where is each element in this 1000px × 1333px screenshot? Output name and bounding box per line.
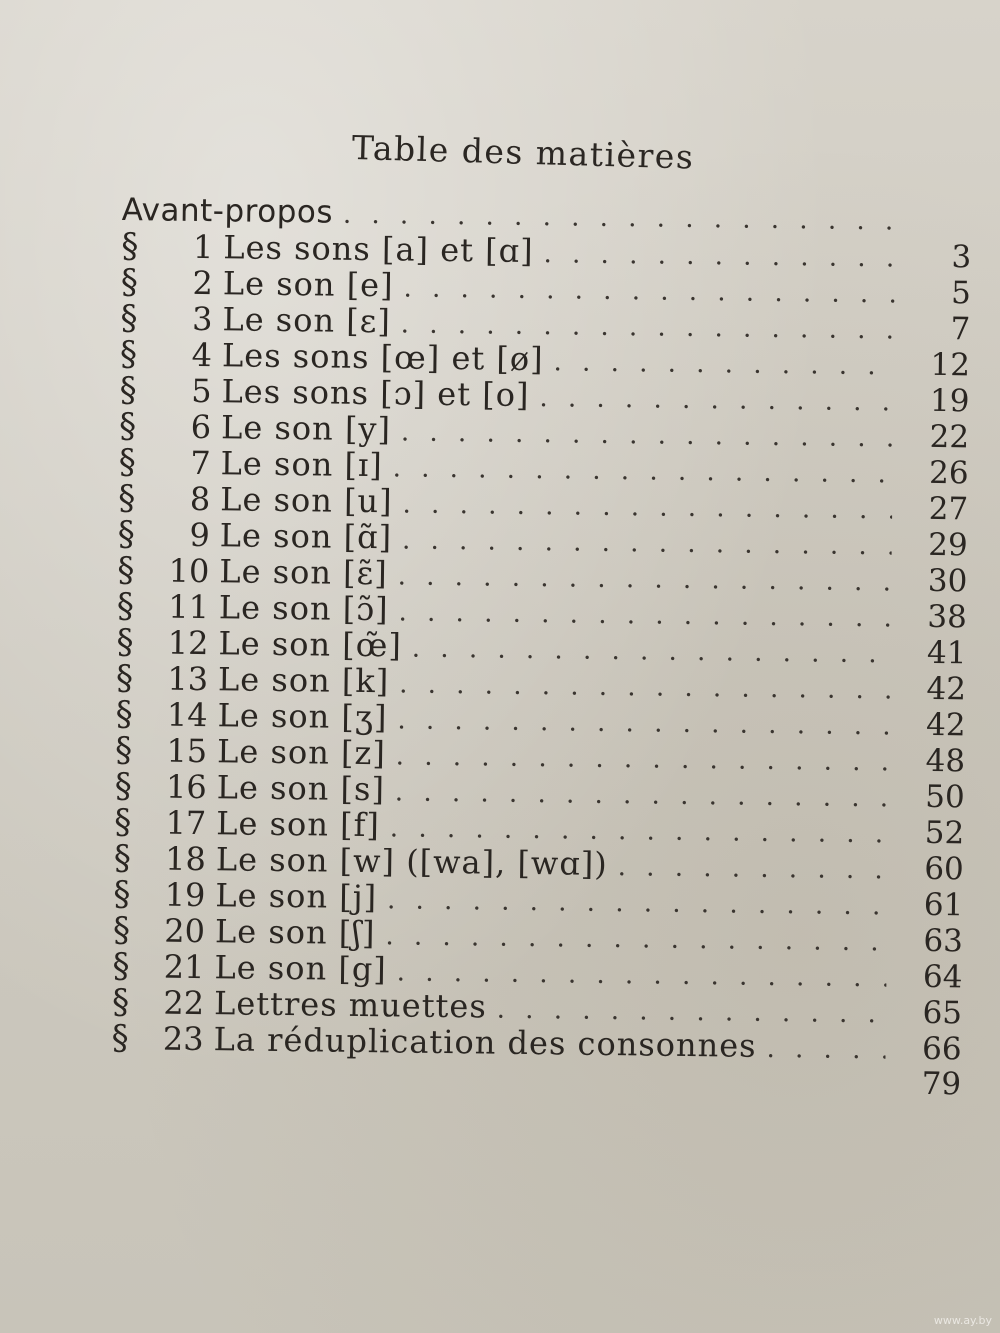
section-sign-icon: § <box>114 729 133 771</box>
entry-page: 12 <box>930 346 971 384</box>
entry-page: 42 <box>925 706 966 744</box>
section-sign-icon: § <box>112 909 131 951</box>
entry-title: Le son [œ̃] <box>218 624 403 665</box>
section-number: 11 <box>167 587 210 627</box>
entry-page: 50 <box>924 778 965 816</box>
entry-title: Les sons [ɔ] et [o] <box>221 372 530 414</box>
watermark: www.ay.by <box>933 1314 992 1327</box>
entry-title: Les sons [œ] et [ø] <box>221 336 544 379</box>
section-number: 9 <box>189 515 211 555</box>
entry-title: Le son [w] ([wa], [wɑ]) <box>215 840 609 883</box>
entry-page: 52 <box>924 814 965 852</box>
section-number: 20 <box>164 911 206 951</box>
toc-title: Table des matières <box>351 128 695 177</box>
entry-page: 7 <box>950 311 971 348</box>
section-sign-icon: § <box>112 945 130 987</box>
section-number: 12 <box>167 623 209 663</box>
section-number: 5 <box>190 371 212 411</box>
section-sign-icon: § <box>119 369 137 411</box>
section-number: 13 <box>167 659 209 699</box>
section-sign-icon: § <box>118 441 136 483</box>
entry-page: 30 <box>927 562 968 600</box>
entry-title: Le son [k] <box>217 660 390 701</box>
entry-page: 48 <box>925 742 966 780</box>
section-sign-icon: § <box>116 585 135 627</box>
section-number: 23 <box>162 1019 204 1059</box>
section-sign-icon: § <box>111 1017 129 1059</box>
entry-page: 5 <box>950 275 972 312</box>
entry-page: 22 <box>929 418 970 456</box>
section-number: 8 <box>189 479 211 519</box>
section-sign-icon: § <box>118 405 137 447</box>
entry-title: Le son [ʃ] <box>214 912 376 953</box>
entry-title: Le son [ʒ] <box>217 696 388 737</box>
section-number: 19 <box>164 875 206 915</box>
entry-title: Le son [ɛ] <box>222 300 392 341</box>
entry-page: 66 <box>921 1030 962 1068</box>
section-sign-icon: § <box>113 873 131 915</box>
section-number: 2 <box>192 263 214 303</box>
entry-title: Le son [ɑ̃] <box>219 516 393 557</box>
entry-page: 64 <box>922 958 963 996</box>
section-number: 7 <box>190 443 211 483</box>
entry-title: Le son [f] <box>216 804 381 845</box>
entry-title: Le son [s] <box>216 768 386 809</box>
section-number: 16 <box>165 767 207 807</box>
section-sign-icon: § <box>117 513 136 555</box>
entry-page: 19 <box>929 382 970 420</box>
section-number: 15 <box>166 731 208 771</box>
entry-page: 60 <box>924 850 965 888</box>
entry-title: Avant-propos <box>121 192 334 231</box>
section-number: 1 <box>192 227 214 267</box>
entry-title: Le son [j] <box>215 876 378 917</box>
section-sign-icon: § <box>120 297 138 339</box>
section-sign-icon: § <box>116 621 134 663</box>
section-number: 14 <box>166 695 208 735</box>
section-number: 21 <box>163 947 205 987</box>
entry-title: La réduplication des consonnes <box>213 1020 757 1065</box>
section-number: 6 <box>190 407 212 447</box>
entry-page: 65 <box>922 994 963 1032</box>
section-sign-icon: § <box>113 837 132 879</box>
section-number <box>147 1084 203 1085</box>
section-sign-icon: § <box>118 477 136 519</box>
section-number: 17 <box>165 803 207 843</box>
entry-page: 41 <box>926 634 967 672</box>
section-sign-icon: § <box>119 333 138 375</box>
entry-title: Le son [e] <box>222 264 394 305</box>
entry-title: Les sons [a] et [ɑ] <box>223 228 534 271</box>
entry-page: 27 <box>928 490 969 528</box>
entry-title: Le son [ɔ̃] <box>218 588 389 629</box>
section-number: 10 <box>168 551 210 591</box>
section-sign-icon: § <box>115 657 134 699</box>
section-sign-icon: § <box>117 549 135 591</box>
entry-page: 38 <box>927 598 968 636</box>
section-sign-icon: § <box>111 981 130 1023</box>
entry-title: Le son [g] <box>214 948 388 989</box>
section-sign-icon: § <box>120 261 139 303</box>
entry-title: Le son [z] <box>216 732 387 773</box>
section-sign-icon: § <box>115 693 133 735</box>
entry-page: 42 <box>926 670 967 708</box>
section-number: 4 <box>191 335 213 375</box>
section-number: 18 <box>164 839 207 879</box>
entry-page: 63 <box>923 922 964 960</box>
section-number: 3 <box>191 299 213 339</box>
entry-title: Le son [y] <box>220 408 392 449</box>
entry-title: Le son [u] <box>220 480 393 521</box>
section-number: 22 <box>163 983 205 1023</box>
entry-page: 61 <box>923 886 964 924</box>
entry-page: 29 <box>928 526 968 564</box>
entry-title: Lettres muettes <box>213 984 488 1026</box>
entry-title: Le son [ɪ] <box>220 444 383 485</box>
table-of-contents <box>111 192 972 1102</box>
entry-title: Le son [ɛ̃] <box>219 552 388 593</box>
dot-leader <box>766 1031 885 1068</box>
entry-page: 79 <box>921 1065 962 1103</box>
entry-page: 3 <box>951 239 972 276</box>
section-sign-icon: § <box>114 765 132 807</box>
section-sign-icon: § <box>114 801 132 843</box>
entry-page <box>902 230 972 231</box>
section-sign-icon: § <box>121 225 139 267</box>
entry-page: 26 <box>928 454 969 492</box>
